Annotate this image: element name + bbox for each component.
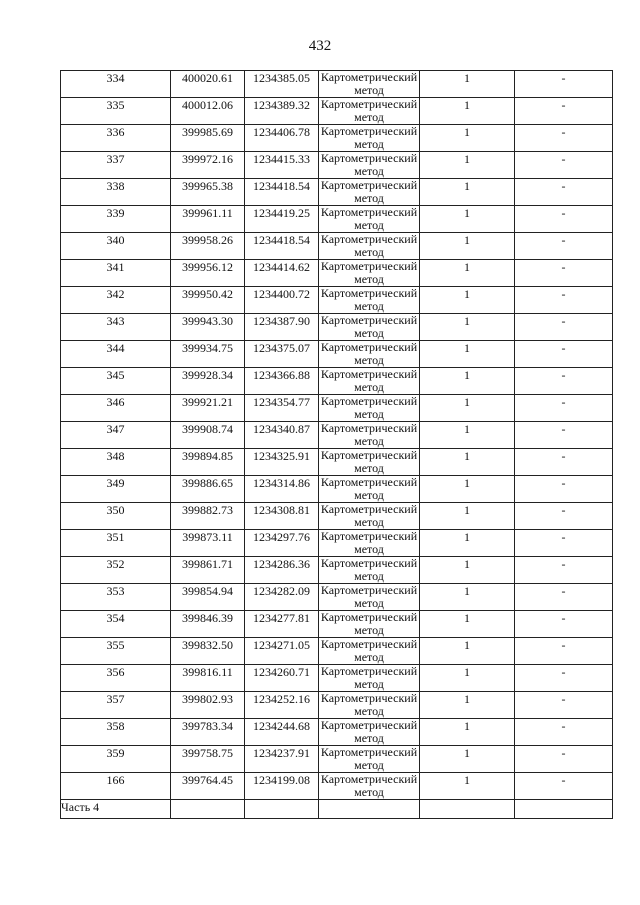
method-cell: Картометрический метод [319, 152, 420, 179]
point-number-cell: 344 [61, 341, 171, 368]
accuracy-cell: 1 [420, 260, 515, 287]
description-cell: - [515, 368, 613, 395]
method-cell: Картометрический метод [319, 395, 420, 422]
method-cell: Картометрический метод [319, 368, 420, 395]
method-cell: Картометрический метод [319, 287, 420, 314]
point-number-cell: 354 [61, 611, 171, 638]
y-coordinate-cell: 1234244.68 [245, 719, 319, 746]
x-coordinate-cell: 399873.11 [171, 530, 245, 557]
accuracy-cell: 1 [420, 206, 515, 233]
table-row [61, 557, 613, 584]
method-cell: Картометрический метод [319, 557, 420, 584]
x-coordinate-cell: 399943.30 [171, 314, 245, 341]
description-cell: - [515, 773, 613, 800]
y-coordinate-cell: 1234286.36 [245, 557, 319, 584]
x-coordinate-cell: 399816.11 [171, 665, 245, 692]
point-number-cell: 346 [61, 395, 171, 422]
description-cell: - [515, 665, 613, 692]
accuracy-cell: 1 [420, 152, 515, 179]
description-cell: - [515, 611, 613, 638]
x-coordinate-cell: 399894.85 [171, 449, 245, 476]
point-number-cell: 351 [61, 530, 171, 557]
description-cell: - [515, 746, 613, 773]
empty-cell [515, 800, 613, 819]
point-number-cell: 341 [61, 260, 171, 287]
x-coordinate-cell: 399854.94 [171, 584, 245, 611]
part-row [61, 800, 613, 819]
method-cell: Картометрический метод [319, 71, 420, 98]
table-row [61, 476, 613, 503]
point-number-cell: 353 [61, 584, 171, 611]
table-row [61, 179, 613, 206]
accuracy-cell: 1 [420, 179, 515, 206]
point-number-cell: 352 [61, 557, 171, 584]
accuracy-cell: 1 [420, 773, 515, 800]
point-number-cell: 340 [61, 233, 171, 260]
y-coordinate-cell: 1234418.54 [245, 179, 319, 206]
table-row [61, 314, 613, 341]
table-row [61, 341, 613, 368]
y-coordinate-cell: 1234325.91 [245, 449, 319, 476]
y-coordinate-cell: 1234282.09 [245, 584, 319, 611]
x-coordinate-cell: 399934.75 [171, 341, 245, 368]
y-coordinate-cell: 1234414.62 [245, 260, 319, 287]
table-row [61, 746, 613, 773]
table-row [61, 530, 613, 557]
empty-cell [245, 800, 319, 819]
empty-cell [319, 800, 420, 819]
description-cell: - [515, 476, 613, 503]
table-row [61, 260, 613, 287]
accuracy-cell: 1 [420, 665, 515, 692]
x-coordinate-cell: 400012.06 [171, 98, 245, 125]
x-coordinate-cell: 399832.50 [171, 638, 245, 665]
point-number-cell: 356 [61, 665, 171, 692]
method-cell: Картометрический метод [319, 719, 420, 746]
method-cell: Картометрический метод [319, 206, 420, 233]
method-cell: Картометрический метод [319, 476, 420, 503]
description-cell: - [515, 692, 613, 719]
description-cell: - [515, 125, 613, 152]
method-cell: Картометрический метод [319, 638, 420, 665]
description-cell: - [515, 530, 613, 557]
part-label: Часть 4 [61, 800, 171, 819]
x-coordinate-cell: 399961.11 [171, 206, 245, 233]
y-coordinate-cell: 1234366.88 [245, 368, 319, 395]
y-coordinate-cell: 1234415.33 [245, 152, 319, 179]
accuracy-cell: 1 [420, 395, 515, 422]
method-cell: Картометрический метод [319, 611, 420, 638]
point-number-cell: 335 [61, 98, 171, 125]
x-coordinate-cell: 399965.38 [171, 179, 245, 206]
accuracy-cell: 1 [420, 746, 515, 773]
method-cell: Картометрический метод [319, 584, 420, 611]
point-number-cell: 343 [61, 314, 171, 341]
point-number-cell: 337 [61, 152, 171, 179]
accuracy-cell: 1 [420, 341, 515, 368]
y-coordinate-cell: 1234375.07 [245, 341, 319, 368]
point-number-cell: 336 [61, 125, 171, 152]
description-cell: - [515, 422, 613, 449]
accuracy-cell: 1 [420, 287, 515, 314]
description-cell: - [515, 98, 613, 125]
x-coordinate-cell: 399972.16 [171, 152, 245, 179]
table-row [61, 152, 613, 179]
y-coordinate-cell: 1234354.77 [245, 395, 319, 422]
description-cell: - [515, 260, 613, 287]
table-row [61, 773, 613, 800]
x-coordinate-cell: 399950.42 [171, 287, 245, 314]
accuracy-cell: 1 [420, 719, 515, 746]
point-number-cell: 355 [61, 638, 171, 665]
method-cell: Картометрический метод [319, 773, 420, 800]
x-coordinate-cell: 399802.93 [171, 692, 245, 719]
table-row [61, 71, 613, 98]
y-coordinate-cell: 1234400.72 [245, 287, 319, 314]
method-cell: Картометрический метод [319, 125, 420, 152]
description-cell: - [515, 395, 613, 422]
x-coordinate-cell: 399882.73 [171, 503, 245, 530]
point-number-cell: 348 [61, 449, 171, 476]
point-number-cell: 334 [61, 71, 171, 98]
method-cell: Картометрический метод [319, 530, 420, 557]
table-row [61, 692, 613, 719]
accuracy-cell: 1 [420, 638, 515, 665]
method-cell: Картометрический метод [319, 422, 420, 449]
x-coordinate-cell: 399921.21 [171, 395, 245, 422]
accuracy-cell: 1 [420, 98, 515, 125]
accuracy-cell: 1 [420, 530, 515, 557]
point-number-cell: 359 [61, 746, 171, 773]
accuracy-cell: 1 [420, 71, 515, 98]
table-row [61, 665, 613, 692]
accuracy-cell: 1 [420, 422, 515, 449]
table-row [61, 611, 613, 638]
method-cell: Картометрический метод [319, 179, 420, 206]
accuracy-cell: 1 [420, 368, 515, 395]
accuracy-cell: 1 [420, 476, 515, 503]
table-row [61, 233, 613, 260]
empty-cell [171, 800, 245, 819]
table-row [61, 206, 613, 233]
x-coordinate-cell: 399958.26 [171, 233, 245, 260]
description-cell: - [515, 233, 613, 260]
accuracy-cell: 1 [420, 503, 515, 530]
y-coordinate-cell: 1234419.25 [245, 206, 319, 233]
accuracy-cell: 1 [420, 449, 515, 476]
description-cell: - [515, 314, 613, 341]
method-cell: Картометрический метод [319, 665, 420, 692]
y-coordinate-cell: 1234385.05 [245, 71, 319, 98]
table-row [61, 422, 613, 449]
point-number-cell: 357 [61, 692, 171, 719]
table-row [61, 368, 613, 395]
y-coordinate-cell: 1234418.54 [245, 233, 319, 260]
x-coordinate-cell: 399861.71 [171, 557, 245, 584]
x-coordinate-cell: 400020.61 [171, 71, 245, 98]
point-number-cell: 349 [61, 476, 171, 503]
coordinates-table [60, 70, 613, 819]
point-number-cell: 338 [61, 179, 171, 206]
y-coordinate-cell: 1234252.16 [245, 692, 319, 719]
method-cell: Картометрический метод [319, 314, 420, 341]
accuracy-cell: 1 [420, 584, 515, 611]
method-cell: Картометрический метод [319, 341, 420, 368]
coordinates-table-body [61, 71, 613, 819]
x-coordinate-cell: 399886.65 [171, 476, 245, 503]
method-cell: Картометрический метод [319, 692, 420, 719]
x-coordinate-cell: 399928.34 [171, 368, 245, 395]
point-number-cell: 347 [61, 422, 171, 449]
x-coordinate-cell: 399846.39 [171, 611, 245, 638]
description-cell: - [515, 152, 613, 179]
y-coordinate-cell: 1234308.81 [245, 503, 319, 530]
table-row [61, 503, 613, 530]
point-number-cell: 358 [61, 719, 171, 746]
y-coordinate-cell: 1234237.91 [245, 746, 319, 773]
table-row [61, 287, 613, 314]
description-cell: - [515, 206, 613, 233]
method-cell: Картометрический метод [319, 233, 420, 260]
accuracy-cell: 1 [420, 233, 515, 260]
point-number-cell: 339 [61, 206, 171, 233]
table-row [61, 719, 613, 746]
table-row [61, 395, 613, 422]
description-cell: - [515, 584, 613, 611]
y-coordinate-cell: 1234277.81 [245, 611, 319, 638]
description-cell: - [515, 179, 613, 206]
table-row [61, 125, 613, 152]
description-cell: - [515, 71, 613, 98]
table-row [61, 638, 613, 665]
description-cell: - [515, 557, 613, 584]
y-coordinate-cell: 1234260.71 [245, 665, 319, 692]
table-row [61, 584, 613, 611]
method-cell: Картометрический метод [319, 260, 420, 287]
x-coordinate-cell: 399908.74 [171, 422, 245, 449]
method-cell: Картометрический метод [319, 746, 420, 773]
y-coordinate-cell: 1234389.32 [245, 98, 319, 125]
y-coordinate-cell: 1234314.86 [245, 476, 319, 503]
x-coordinate-cell: 399956.12 [171, 260, 245, 287]
accuracy-cell: 1 [420, 314, 515, 341]
x-coordinate-cell: 399764.45 [171, 773, 245, 800]
point-number-cell: 166 [61, 773, 171, 800]
description-cell: - [515, 719, 613, 746]
y-coordinate-cell: 1234271.05 [245, 638, 319, 665]
table-row [61, 449, 613, 476]
point-number-cell: 350 [61, 503, 171, 530]
point-number-cell: 345 [61, 368, 171, 395]
description-cell: - [515, 503, 613, 530]
accuracy-cell: 1 [420, 692, 515, 719]
accuracy-cell: 1 [420, 611, 515, 638]
y-coordinate-cell: 1234387.90 [245, 314, 319, 341]
page-number: 432 [308, 38, 332, 54]
description-cell: - [515, 449, 613, 476]
description-cell: - [515, 287, 613, 314]
description-cell: - [515, 341, 613, 368]
y-coordinate-cell: 1234406.78 [245, 125, 319, 152]
method-cell: Картометрический метод [319, 503, 420, 530]
accuracy-cell: 1 [420, 557, 515, 584]
point-number-cell: 342 [61, 287, 171, 314]
x-coordinate-cell: 399758.75 [171, 746, 245, 773]
table-row [61, 98, 613, 125]
y-coordinate-cell: 1234199.08 [245, 773, 319, 800]
description-cell: - [515, 638, 613, 665]
accuracy-cell: 1 [420, 125, 515, 152]
x-coordinate-cell: 399985.69 [171, 125, 245, 152]
x-coordinate-cell: 399783.34 [171, 719, 245, 746]
method-cell: Картометрический метод [319, 98, 420, 125]
method-cell: Картометрический метод [319, 449, 420, 476]
empty-cell [420, 800, 515, 819]
y-coordinate-cell: 1234297.76 [245, 530, 319, 557]
y-coordinate-cell: 1234340.87 [245, 422, 319, 449]
